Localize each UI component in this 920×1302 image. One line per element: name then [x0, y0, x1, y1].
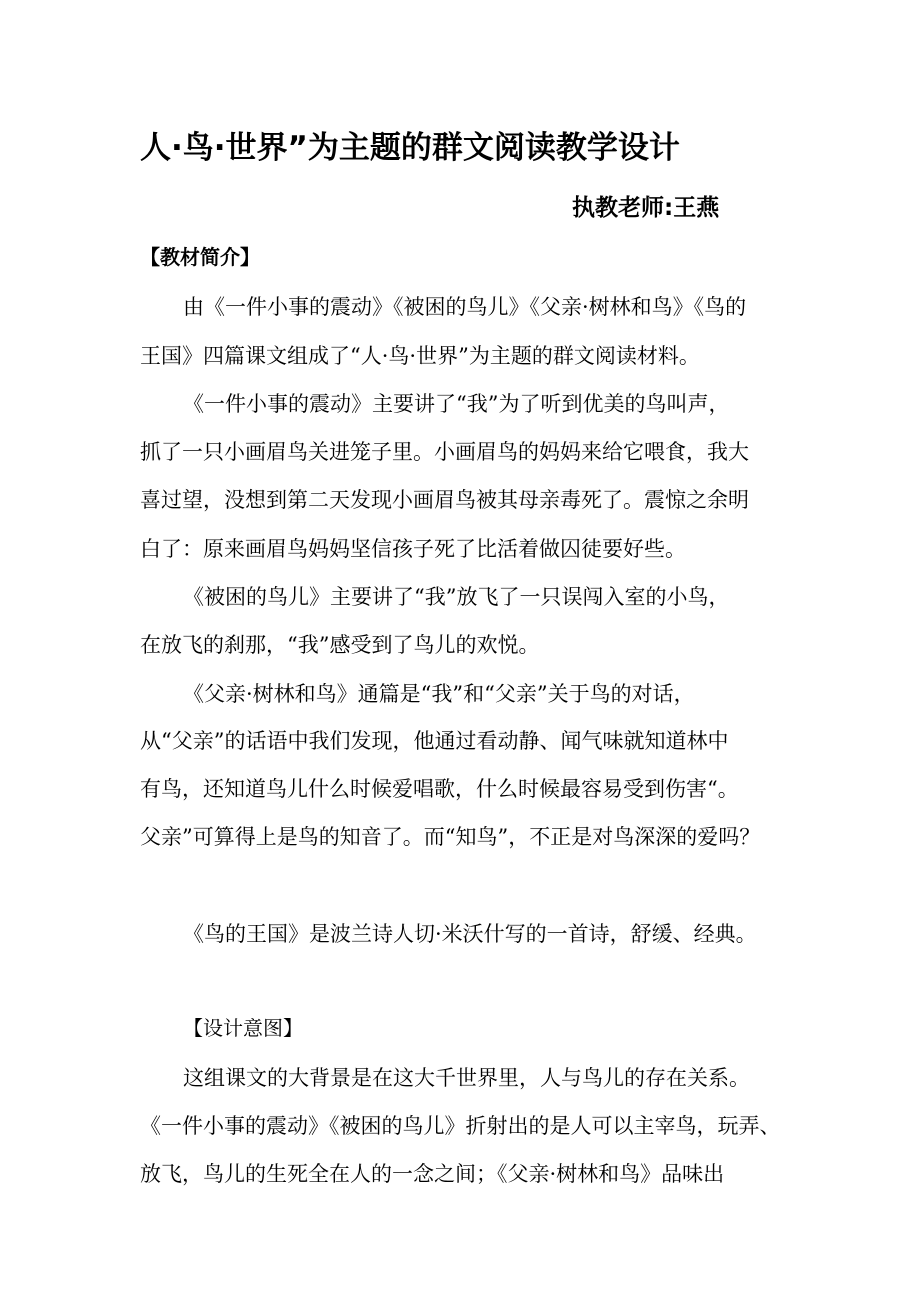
document-title: 人·鸟·世界”为主题的群文阅读教学设计	[140, 130, 680, 166]
paragraph-line: 放飞，鸟儿的生死全在人的一念之间；《父亲·树林和鸟》品味出	[140, 1162, 725, 1186]
paragraph-line: 《父亲·树林和鸟》通篇是“我”和“父亲”关于鸟的对话，	[183, 682, 695, 706]
paragraph-line: 《一件小事的震动》《被困的鸟儿》折射出的是人可以主宰鸟，玩弄、	[140, 1114, 781, 1138]
paragraph-line: 抓了一只小画眉鸟关进笼子里。小画眉鸟的妈妈来给它喂食，我大	[140, 440, 749, 464]
paragraph-line: 喜过望，没想到第二天发现小画眉鸟被其母亲毒死了。震惊之余明	[140, 488, 749, 512]
paragraph-line: 白了：原来画眉鸟妈妈坚信孩子死了比活着做囚徒要好些。	[140, 537, 686, 561]
paragraph-line: 这组课文的大背景是在这大千世界里，人与鸟儿的存在关系。	[183, 1066, 750, 1090]
paragraph-line: 《被困的鸟儿》主要讲了“我”放飞了一只误闯入室的小鸟，	[183, 585, 730, 609]
paragraph-line: 在放飞的刹那，“我”感受到了鸟儿的欢悦。	[140, 633, 540, 657]
paragraph-line: 由《一件小事的震动》《被困的鸟儿》《父亲·树林和鸟》《鸟的	[183, 295, 747, 319]
teacher-name: 执教老师:王燕	[572, 195, 720, 221]
paragraph-line: 《鸟的王国》是波兰诗人切·米沃什写的一首诗，舒缓、经典。	[183, 922, 757, 946]
paragraph-line: 王国》四篇课文组成了“人·鸟·世界”为主题的群文阅读材料。	[140, 344, 700, 368]
paragraph-line: 从“父亲”的话语中我们发现，他通过看动静、闻气味就知道林中	[140, 729, 729, 753]
section-heading-intro: 【教材简介】	[140, 245, 260, 269]
paragraph-line: 有鸟，还知道鸟儿什么时候爱唱歌，什么时候最容易受到伤害“。	[140, 777, 739, 801]
paragraph-line: 《一件小事的震动》主要讲了“我”为了听到优美的鸟叫声，	[183, 392, 730, 416]
section-heading-design: 【设计意图】	[183, 1016, 303, 1040]
paragraph-line: 父亲”可算得上是鸟的知音了。而“知鸟”，不正是对鸟深深的爱吗？	[140, 825, 761, 849]
